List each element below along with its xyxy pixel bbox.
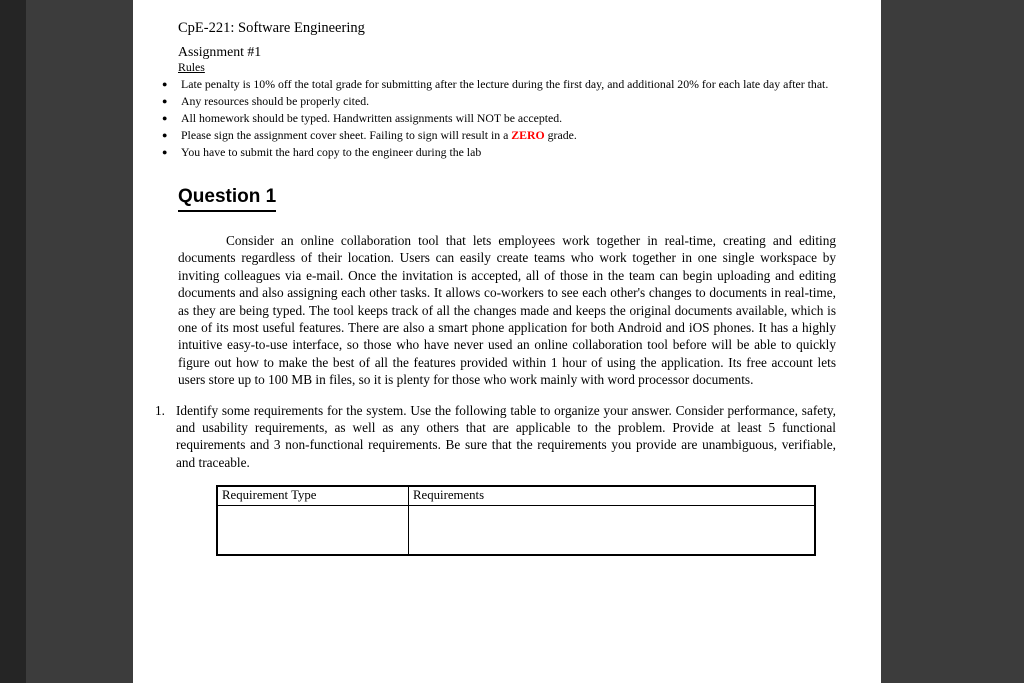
rule-text: Late penalty is 10% off the total grade for submitting after the lecture during the first day, and additional 20% for each late day after that. bbox=[181, 77, 829, 91]
task-number: 1. bbox=[155, 402, 165, 418]
bullet-icon: ● bbox=[162, 130, 168, 140]
viewer-left-edge bbox=[0, 0, 26, 683]
rule-item bbox=[160, 76, 836, 93]
requirements-table bbox=[216, 485, 816, 556]
rule-text-with-highlight bbox=[181, 127, 836, 144]
rules-heading: Rules bbox=[178, 60, 205, 74]
rules-list bbox=[162, 76, 836, 161]
question-1-body: Consider an online collaboration tool that lets employees work together in real-time, creating and editing documents regardless of their location. Users can easily create teams who work together in one single workspace by inviting colleagues via e-mail. Once the invitation is accepted, all of those in the team can begin uploading and editing documents and also assigning each other tasks. It allows co-workers to see each other's changes to documents in real-time, as they are being typed. The tool keeps track of all the changes made and keeps the original documents available, which is one of its most useful features. There are also a smart phone application for both Android and iOS phones. It has a highly intuitive easy-to-use interface, so those who have never used an online collaboration tool before will be able to quickly figure out how to make the best of all the features provided within 1 hour of using the application. Its free account lets users store up to 100 MB in files, so it is plenty for those who work mainly with word processor documents. bbox=[178, 233, 836, 388]
bullet-icon: ● bbox=[162, 79, 168, 89]
rule-text: All homework should be typed. Handwritten assignments will NOT be accepted. bbox=[181, 111, 563, 125]
zero-grade-highlight: ZERO bbox=[511, 128, 545, 142]
rule-text: You have to submit the hard copy to the engineer during the lab bbox=[181, 145, 482, 159]
task-text: Identify some requirements for the system. Use the following table to organize your answer. Consider performance, safety, and usability requirements, as well as any others that are applicable to the problem. Provide at least 5 functional requirements and 3 non-functional requirements. Be sure that the requirements you provide are unambiguous, verifiable, and traceable. bbox=[176, 402, 836, 470]
task-item-1 bbox=[155, 402, 836, 472]
requirements-header: Requirements bbox=[409, 486, 816, 506]
table-empty-row bbox=[217, 506, 815, 556]
bullet-icon: ● bbox=[162, 113, 168, 123]
requirements-cell bbox=[409, 506, 816, 556]
page-content bbox=[133, 0, 881, 556]
requirement-type-cell bbox=[217, 506, 409, 556]
rule-text-suffix: grade. bbox=[544, 128, 577, 142]
question-1-heading: Question 1 bbox=[178, 186, 276, 212]
rule-item bbox=[160, 110, 836, 127]
table-header-row bbox=[217, 486, 815, 506]
rule-item bbox=[160, 127, 836, 144]
bullet-icon: ● bbox=[162, 96, 168, 106]
rule-item bbox=[160, 144, 836, 161]
rule-text: Any resources should be properly cited. bbox=[181, 94, 370, 108]
assignment-title: Assignment #1 bbox=[178, 44, 262, 59]
requirement-type-header: Requirement Type bbox=[217, 486, 409, 506]
rule-item bbox=[160, 93, 836, 110]
course-title: CpE-221: Software Engineering bbox=[178, 20, 365, 36]
bullet-icon: ● bbox=[162, 147, 168, 157]
rule-text-prefix: Please sign the assignment cover sheet. Failing to sign will result in a bbox=[181, 128, 512, 142]
document-page bbox=[133, 0, 881, 683]
